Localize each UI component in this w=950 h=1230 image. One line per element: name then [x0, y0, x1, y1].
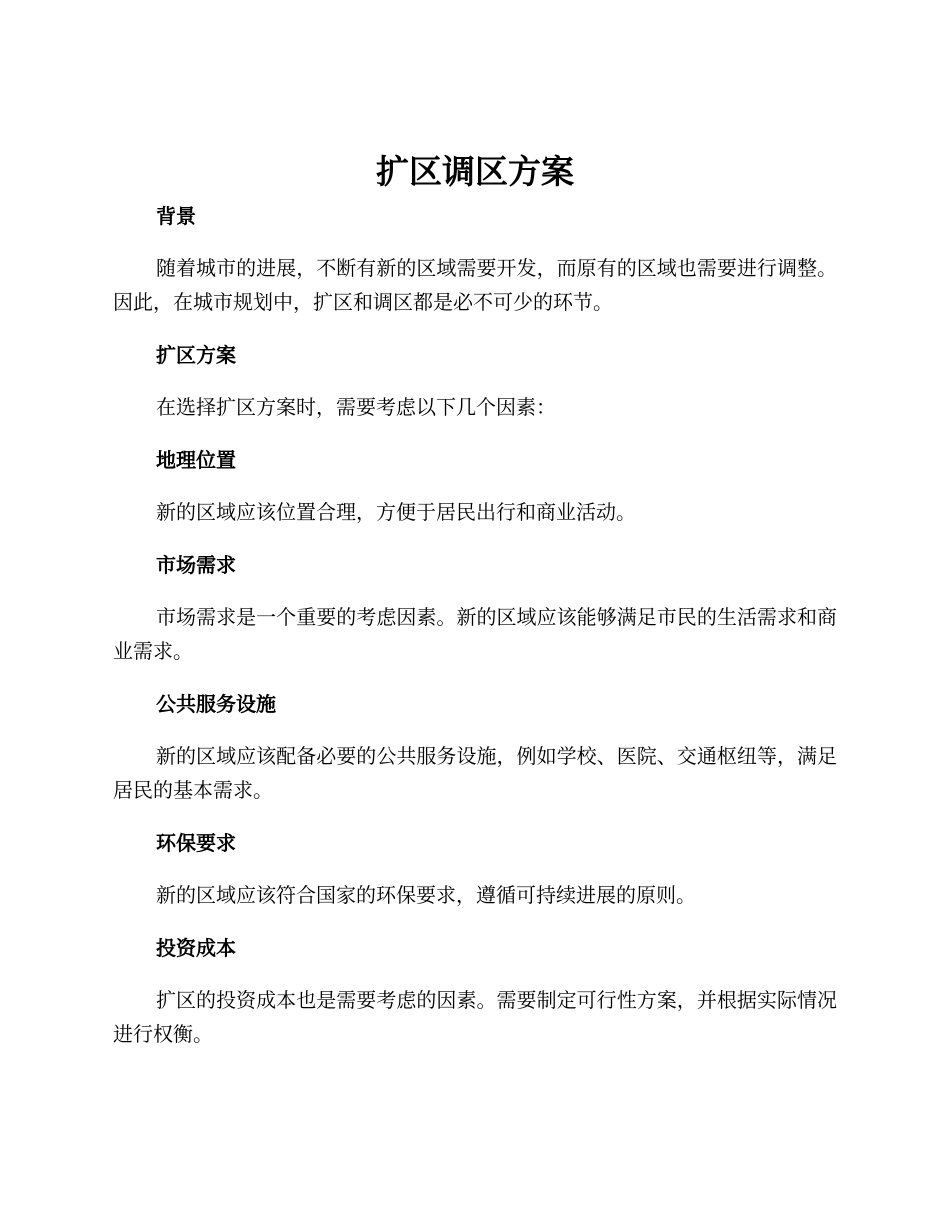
- section-market-demand: [113, 549, 837, 668]
- section-paragraph: 随着城市的进展，不断有新的区域需要开发，而原有的区域也需要进行调整。因此，在城市规划中，扩区和调区都是必不可少的环节。: [113, 256, 837, 314]
- section-paragraph: 新的区域应该配备必要的公共服务设施，例如学校、医院、交通枢纽等，满足居民的基本需求。: [113, 744, 837, 802]
- section-heading: 地理位置: [156, 448, 236, 472]
- section-paragraph: 新的区域应该符合国家的环保要求，遵循可持续进展的原则。: [156, 883, 696, 907]
- section-environmental: [113, 827, 837, 912]
- section-heading: 公共服务设施: [156, 692, 276, 716]
- section-investment-cost: [113, 932, 837, 1051]
- section-expansion-plan: [113, 339, 837, 424]
- section-heading: 背景: [156, 204, 196, 228]
- section-background: [113, 200, 837, 319]
- section-public-services: [113, 688, 837, 807]
- section-heading: 环保要求: [156, 831, 236, 855]
- section-paragraph: 新的区域应该位置合理，方便于居民出行和商业活动。: [156, 500, 636, 524]
- section-heading: 市场需求: [156, 553, 236, 577]
- section-paragraph: 扩区的投资成本也是需要考虑的因素。需要制定可行性方案，并根据实际情况进行权衡。: [113, 988, 837, 1046]
- section-location: [113, 444, 837, 529]
- document-title: 扩区调区方案: [376, 152, 574, 191]
- section-heading: 扩区方案: [156, 343, 236, 367]
- section-paragraph: 市场需求是一个重要的考虑因素。新的区域应该能够满足市民的生活需求和商业需求。: [113, 605, 837, 663]
- section-heading: 投资成本: [156, 936, 236, 960]
- section-paragraph: 在选择扩区方案时，需要考虑以下几个因素：: [156, 395, 556, 419]
- document-page: [113, 148, 837, 1071]
